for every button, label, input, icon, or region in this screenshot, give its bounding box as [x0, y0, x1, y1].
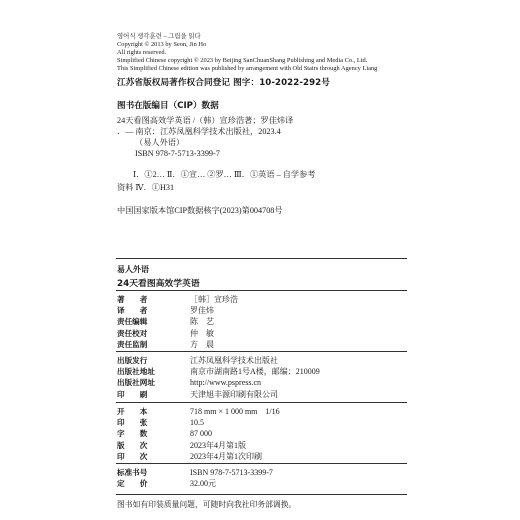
publisher-row [117, 389, 407, 400]
cip-line-title: 24天看图高效学英语 /（韩）宣珍浩著；罗佳炜译 [117, 116, 294, 125]
spec-label: 字 数 [117, 429, 148, 439]
credit-row [117, 305, 407, 316]
credit-value: 仲 敏 [190, 328, 214, 338]
classification-line-1: Ⅰ．①2… Ⅱ．①宣… ②罗… Ⅲ．①英语 – 自学参考 [133, 170, 316, 179]
credits-block [117, 294, 407, 350]
copyright-line: Copyright © 2013 by Seon, Jin Ho [117, 41, 207, 48]
simplified-chinese-copyright-line: Simplified Chinese copyright © 2023 by Beijing SanChuanShang Publishing and Media Co., Ltd. [117, 57, 368, 64]
publisher-website: http://www.pspress.cn [190, 378, 262, 388]
spec-label: 印 次 [117, 451, 148, 461]
quality-notice: 图书如有印装质量问题，可随时向我社印务部调换。 [117, 500, 297, 509]
publisher-row [117, 355, 407, 366]
publisher-label: 印 刷 [117, 389, 148, 399]
spec-row [117, 440, 407, 451]
publisher-label: 出版社网址 [117, 378, 155, 388]
publisher-value: 南京市湖南路1号A楼，邮编：210009 [190, 367, 320, 377]
credit-value: 方 晨 [190, 339, 214, 349]
credit-label: 著 者 [117, 295, 148, 305]
publisher-value: 江苏凤凰科学技术出版社 [190, 356, 278, 366]
series-name: 易人外语 [117, 265, 149, 274]
credit-row [117, 328, 407, 339]
isbn-value: ISBN 978-7-5713-3399-7 [190, 468, 273, 478]
publisher-label: 出版发行 [117, 356, 148, 366]
cip-line-isbn: ISBN 978-7-5713-3399-7 [135, 149, 220, 158]
credit-label: 责任监制 [117, 339, 148, 349]
credit-value: ［韩］宣珍浩 [190, 295, 238, 305]
price-value: 32.00元 [190, 479, 216, 489]
spec-row [117, 417, 407, 428]
publisher-row [117, 366, 407, 377]
credit-label: 责任编辑 [117, 317, 148, 327]
spec-row [117, 428, 407, 439]
credit-row [117, 316, 407, 327]
price-label: 定 价 [117, 479, 148, 489]
credit-row [117, 339, 407, 350]
arrangement-line: This Simplified Chinese edition was published by arrangement with Old Stairs through Agency Liang [117, 65, 378, 72]
book-title: 24天看图高效学英语 [117, 279, 200, 289]
credit-value: 罗佳炜 [190, 306, 214, 316]
divider-isbn [116, 463, 407, 464]
spec-value: 2023年4月第1次印刷 [190, 451, 262, 461]
spec-row [117, 406, 407, 417]
publisher-value: 天津旭丰源印刷有限公司 [190, 389, 278, 399]
isbn-block [117, 467, 407, 489]
publisher-label: 出版社地址 [117, 367, 155, 377]
rights-reserved-line: All rights reserved. [117, 49, 167, 56]
credit-value: 陈 艺 [190, 317, 214, 327]
spec-label: 印 张 [117, 418, 148, 428]
spec-value: 10.5 [190, 418, 204, 428]
isbn-row [117, 467, 407, 478]
korean-original-title: 영어식 생각훈련 – 그림을 읽다 [117, 33, 201, 40]
price-row [117, 478, 407, 489]
credit-label: 译 者 [117, 306, 148, 316]
divider-specs [116, 402, 407, 403]
spec-value: 87 000 [190, 429, 212, 439]
spec-label: 版 次 [117, 440, 148, 450]
copyright-registration: 江苏省版权局著作权合同登记 图字：10-2022-292号 [117, 78, 330, 88]
cip-line-publisher: ．— 南京：江苏凤凰科学技术出版社，2023.4 [117, 127, 281, 136]
spec-value: 2023年4月第1版 [190, 440, 246, 450]
divider-publisher [116, 351, 407, 352]
spec-value: 718 mm × 1 000 mm 1/16 [190, 407, 280, 417]
credit-row [117, 294, 407, 305]
credit-label: 责任校对 [117, 328, 148, 338]
spec-row [117, 451, 407, 462]
specs-block [117, 406, 407, 462]
publisher-row [117, 377, 407, 388]
divider-footer [116, 494, 407, 495]
spec-label: 开 本 [117, 407, 148, 417]
cip-line-series: （易人外语） [135, 138, 185, 147]
classification-line-2: 资料 Ⅳ．①H31 [117, 183, 175, 192]
publisher-block [117, 355, 407, 400]
divider-top [116, 258, 407, 259]
cip-title: 图书在版编目（CIP）数据 [117, 101, 219, 111]
divider-credits [116, 290, 407, 291]
cip-number: 中国国家版本馆CIP数据核字(2023)第004708号 [117, 206, 283, 215]
isbn-label: 标准书号 [117, 468, 148, 478]
